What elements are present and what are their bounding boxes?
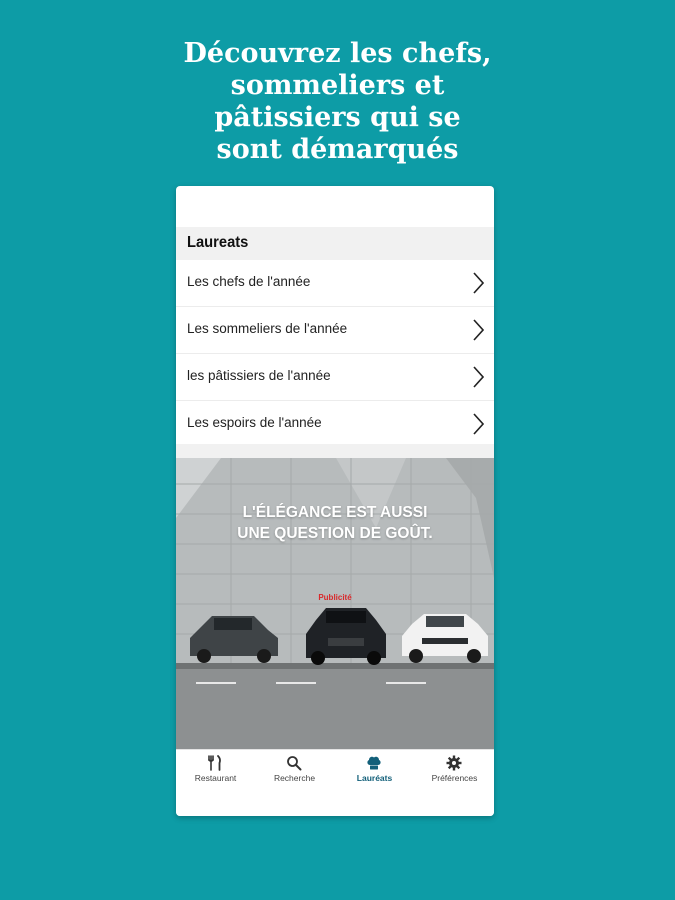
list-item-patissiers[interactable] (176, 354, 494, 401)
tab-recherche[interactable] (255, 750, 334, 816)
section-header (176, 227, 494, 260)
list-item-chefs[interactable] (176, 260, 494, 307)
list-item-label: Les sommeliers de l'année (187, 321, 348, 336)
chevron-right-icon (472, 319, 484, 341)
promo-headline (0, 38, 675, 166)
list-spacer (176, 444, 494, 458)
list-item-label: Les espoirs de l'année (187, 415, 322, 430)
ad-headline-line: L'ÉLÉGANCE EST AUSSI (242, 504, 428, 521)
list-item-sommeliers[interactable] (176, 307, 494, 354)
tab-laureats[interactable] (335, 750, 414, 816)
phone-screen (176, 186, 494, 816)
bottom-tab-bar (176, 749, 494, 816)
tab-preferences[interactable] (415, 750, 494, 816)
chevron-right-icon (472, 272, 484, 294)
list-item-label: Les chefs de l'année (187, 274, 311, 289)
ad-label: Publicité (318, 593, 352, 602)
list-item-label: les pâtissiers de l'année (187, 368, 331, 383)
tab-label: Restaurant (194, 773, 237, 783)
chef-hat-icon (366, 755, 382, 771)
search-icon (286, 755, 302, 771)
chevron-right-icon (472, 366, 484, 388)
tab-label: Lauréats (356, 773, 393, 783)
section-title: Laureats (187, 234, 249, 251)
headline-line: pâtissiers qui se (214, 102, 461, 133)
tab-label: Recherche (273, 773, 316, 783)
ad-headline (176, 502, 494, 544)
list-item-espoirs[interactable] (176, 401, 494, 447)
tab-label: Préférences (431, 773, 478, 783)
tab-restaurant[interactable] (176, 750, 255, 816)
headline-line: sont démarqués (216, 134, 459, 165)
ad-headline-line: UNE QUESTION DE GOÛT. (237, 525, 433, 542)
fork-knife-icon (207, 755, 223, 771)
chevron-right-icon (472, 413, 484, 435)
gear-icon (446, 755, 462, 771)
headline-line: sommeliers et (230, 70, 445, 101)
laureats-list (176, 260, 494, 447)
advertisement-banner[interactable] (176, 458, 494, 749)
headline-line: Découvrez les chefs, (183, 38, 492, 69)
